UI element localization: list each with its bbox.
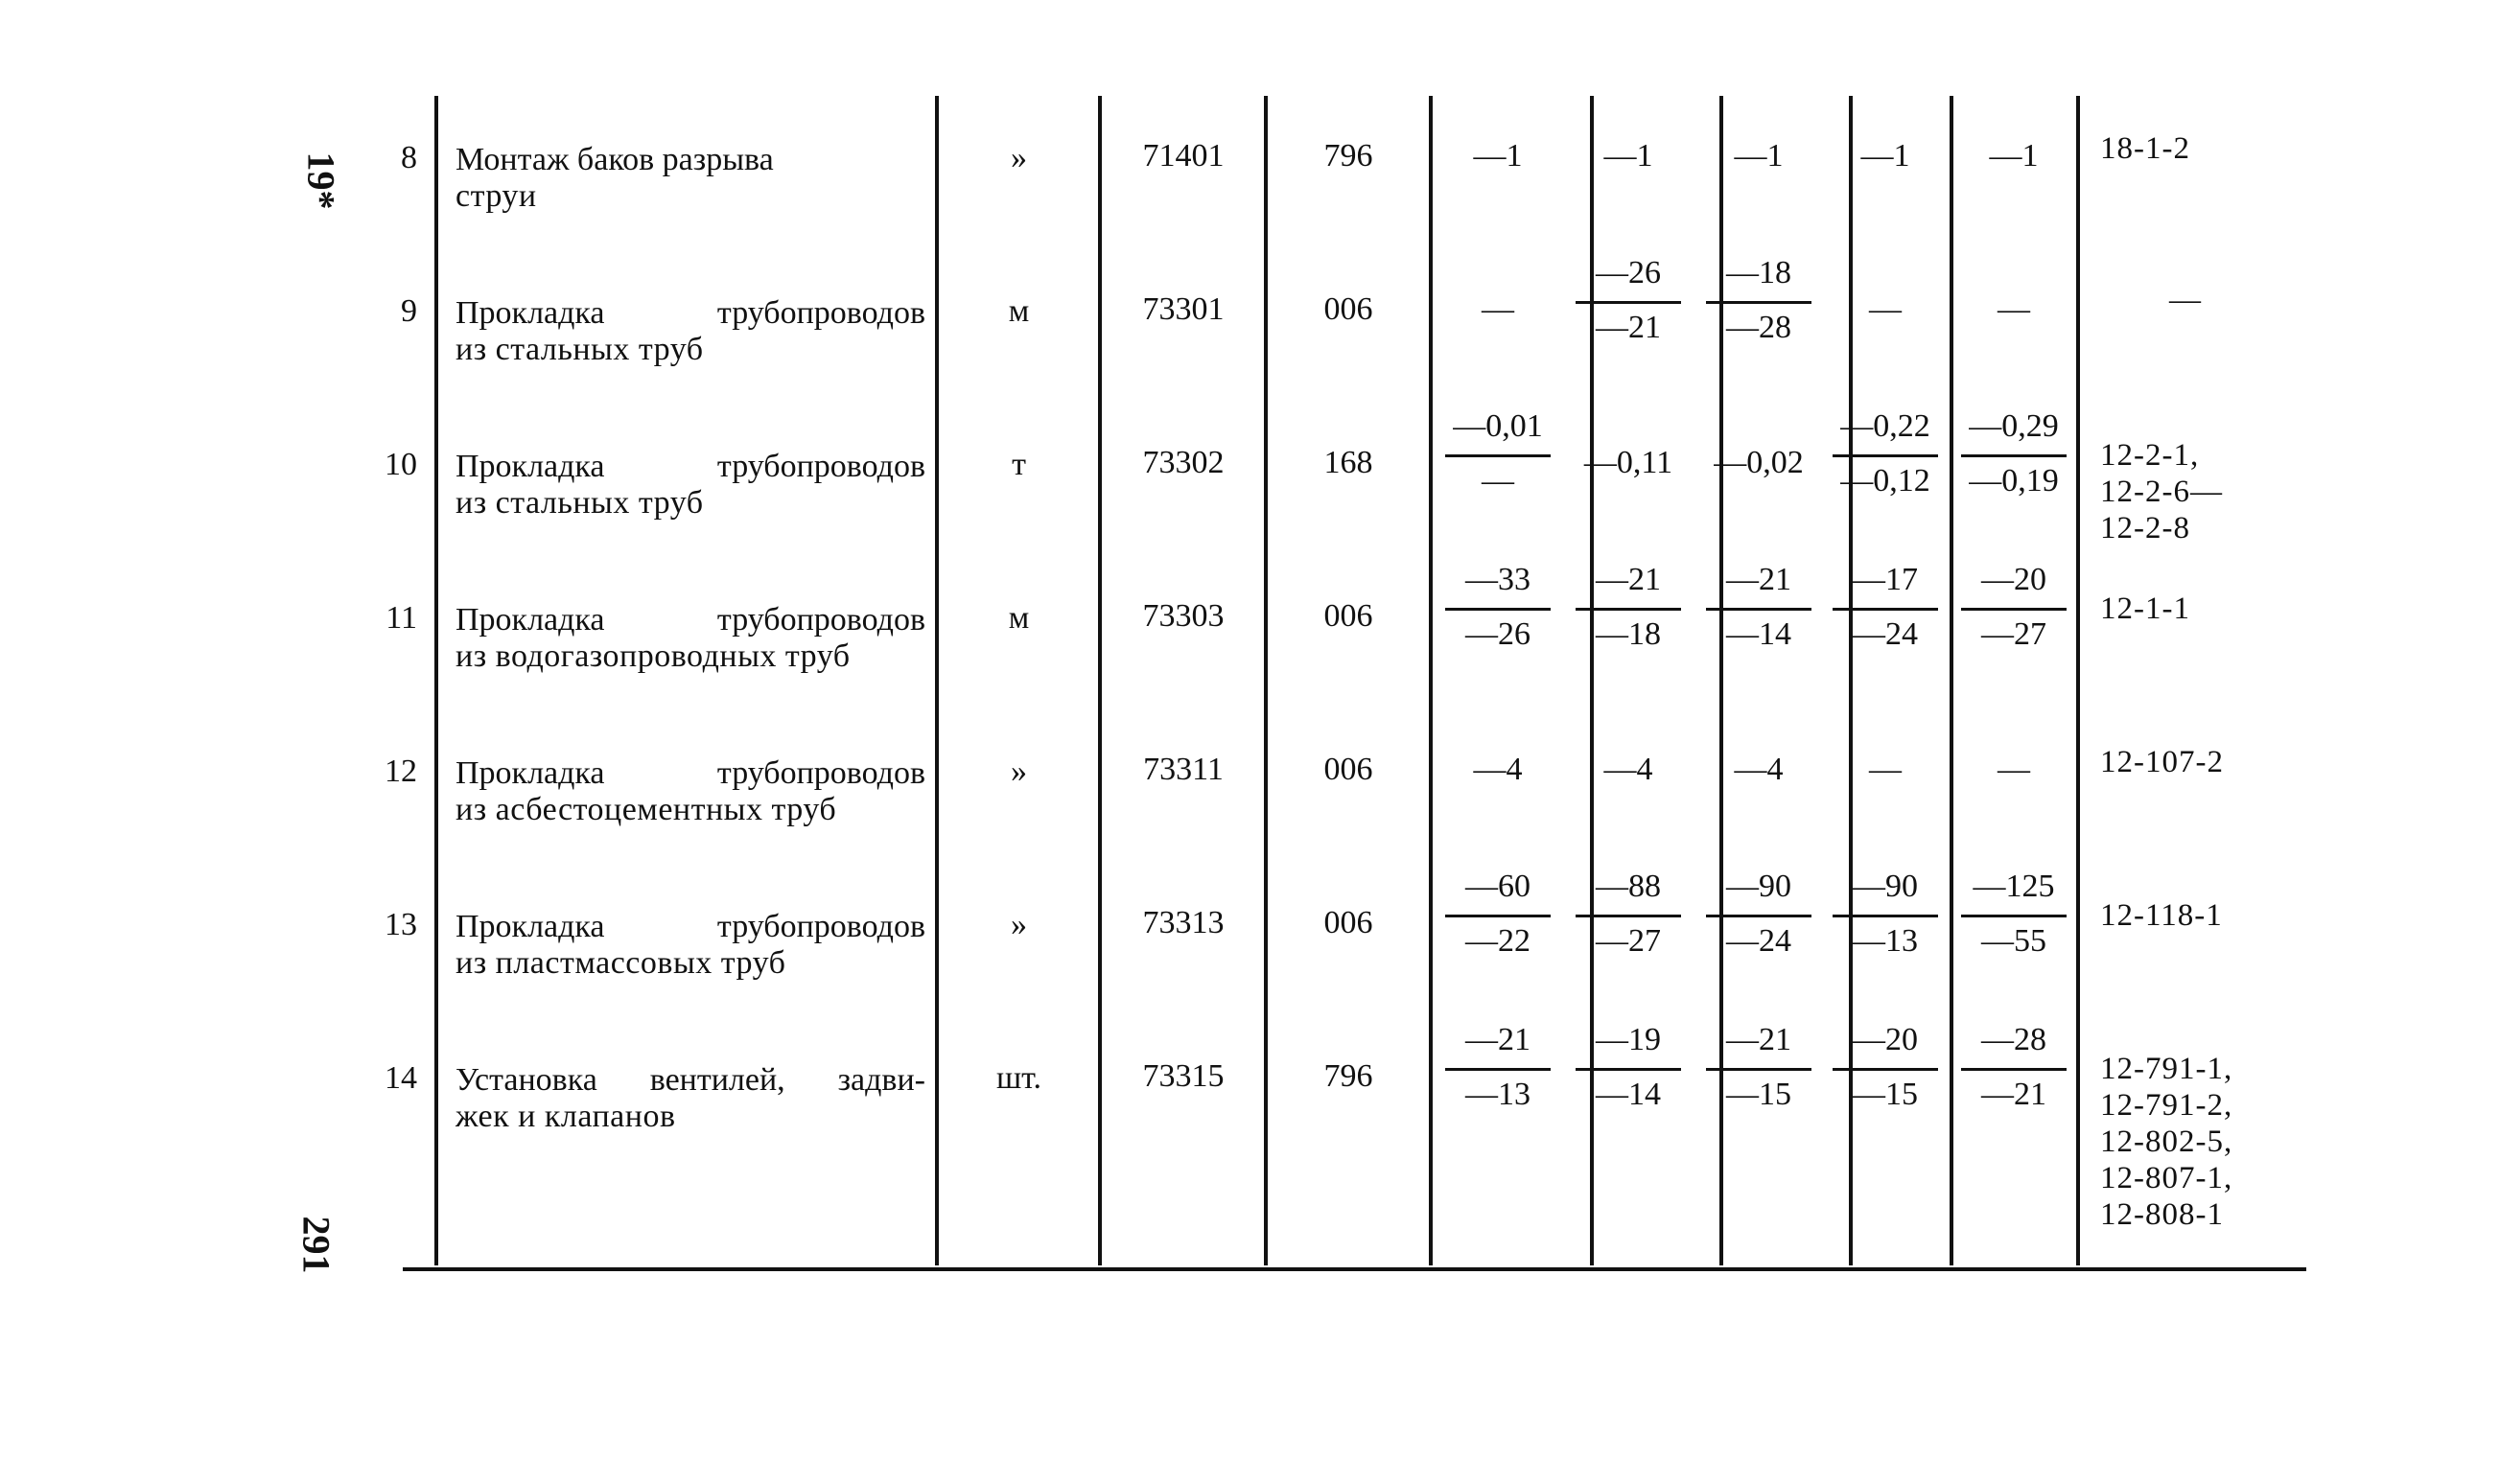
- value-text: —0,11: [1583, 445, 1673, 480]
- value-cell: [1706, 562, 1811, 653]
- value-cell: [1576, 138, 1681, 174]
- reference-line: 18-1-2: [2100, 131, 2190, 166]
- value-cell: [1833, 291, 1938, 328]
- value-numerator: —0,29: [1969, 408, 2059, 444]
- value-denominator: —13: [1853, 923, 1918, 959]
- measure-code-cell: 168: [1323, 445, 1373, 480]
- code-cell: 73302: [1142, 445, 1225, 480]
- reference-cell: [2100, 437, 2223, 546]
- value-denominator: —18: [1596, 616, 1661, 652]
- description-line-2: струи: [456, 178, 537, 214]
- description-line-1: Установка вентилей, задви-: [456, 1062, 925, 1098]
- value-cell: [1833, 408, 1938, 499]
- column-divider: [1950, 96, 1953, 1265]
- description-line-2: из стальных труб: [456, 332, 704, 367]
- value-text: —4: [1473, 752, 1523, 787]
- reference-line: 12-1-1: [2100, 591, 2190, 626]
- value-text: —: [1482, 291, 1514, 327]
- value-text: —: [1998, 291, 2030, 327]
- row-number: 10: [385, 447, 417, 482]
- value-numerator: —21: [1596, 562, 1661, 597]
- row-description: [456, 142, 925, 215]
- value-cell: [1961, 752, 2067, 788]
- reference-line: 12-118-1: [2100, 898, 2223, 933]
- description-line-2: из асбестоцементных труб: [456, 792, 837, 827]
- reference-line: 12-791-2,: [2100, 1088, 2233, 1123]
- value-cell: [1445, 562, 1551, 653]
- value-cell: [1706, 138, 1811, 174]
- value-cell: [1445, 408, 1551, 499]
- reference-cell: [2100, 1051, 2232, 1233]
- value-numerator: —90: [1853, 869, 1918, 904]
- value-numerator: —20: [1981, 562, 2046, 597]
- value-numerator: —21: [1726, 1022, 1791, 1057]
- code-cell: 73311: [1143, 752, 1224, 787]
- value-text: —4: [1734, 752, 1784, 787]
- value-denominator: —15: [1853, 1077, 1918, 1112]
- value-text: —: [1869, 752, 1902, 787]
- value-denominator: —26: [1465, 616, 1530, 652]
- value-cell: [1445, 752, 1551, 788]
- unit-cell: »: [1011, 907, 1027, 942]
- reference-line: 12-2-8: [2100, 511, 2190, 545]
- value-text: —1: [1603, 138, 1653, 174]
- value-denominator: —21: [1596, 310, 1661, 345]
- row-number: 11: [386, 600, 417, 636]
- description-line-1: Прокладка трубопроводов: [456, 909, 925, 944]
- value-cell: [1706, 752, 1811, 788]
- value-numerator: —21: [1726, 562, 1791, 597]
- value-denominator: —: [1482, 463, 1514, 499]
- reference-line: 12-791-1,: [2100, 1052, 2233, 1086]
- code-cell: 71401: [1142, 138, 1225, 174]
- value-text: —1: [1860, 138, 1910, 174]
- row-number: 8: [401, 140, 417, 175]
- row-number: 12: [385, 754, 417, 789]
- value-cell: [1576, 752, 1681, 788]
- measure-code-cell: 006: [1323, 598, 1373, 634]
- value-denominator: —55: [1981, 923, 2046, 959]
- value-text: —1: [1473, 138, 1523, 174]
- reference-cell: [2100, 130, 2190, 167]
- value-cell: [1445, 138, 1551, 174]
- value-denominator: —27: [1596, 923, 1661, 959]
- row-description: [456, 295, 925, 368]
- measure-code-cell: 006: [1323, 752, 1373, 787]
- value-denominator: —22: [1465, 923, 1530, 959]
- reference-cell: [2100, 897, 2223, 934]
- unit-cell: т: [1012, 447, 1026, 482]
- unit-cell: »: [1011, 140, 1027, 175]
- value-denominator: —28: [1726, 310, 1791, 345]
- unit-cell: шт.: [996, 1060, 1041, 1096]
- measure-code-cell: 006: [1323, 291, 1373, 327]
- value-cell: [1445, 1022, 1551, 1113]
- column-divider: [434, 96, 438, 1265]
- value-cell: [1576, 255, 1681, 346]
- value-cell: [1961, 291, 2067, 328]
- value-numerator: —88: [1596, 869, 1661, 904]
- reference-line: 12-808-1: [2100, 1197, 2224, 1232]
- value-cell: [1706, 445, 1811, 481]
- unit-cell: м: [1008, 293, 1030, 329]
- row-description: [456, 909, 925, 982]
- value-denominator: —14: [1596, 1077, 1661, 1112]
- value-cell: [1706, 1022, 1811, 1113]
- unit-cell: »: [1011, 754, 1027, 789]
- reference-cell: [2100, 744, 2224, 780]
- code-cell: 73301: [1142, 291, 1225, 327]
- value-text: —4: [1603, 752, 1653, 787]
- value-denominator: —15: [1726, 1077, 1791, 1112]
- description-line-1: Монтаж баков разрыва: [456, 142, 774, 177]
- value-numerator: —0,01: [1453, 408, 1543, 444]
- row-description: [456, 755, 925, 828]
- value-numerator: —20: [1853, 1022, 1918, 1057]
- value-cell: [1576, 869, 1681, 960]
- value-text: —1: [1734, 138, 1784, 174]
- column-divider: [935, 96, 939, 1265]
- value-text: —: [1998, 752, 2030, 787]
- value-cell: [1445, 869, 1551, 960]
- value-denominator: —13: [1465, 1077, 1530, 1112]
- value-cell: [1576, 445, 1681, 481]
- row-description: [456, 1062, 925, 1135]
- description-line-1: Прокладка трубопроводов: [456, 449, 925, 484]
- code-cell: 73303: [1142, 598, 1225, 634]
- value-numerator: —26: [1596, 255, 1661, 290]
- value-numerator: —33: [1465, 562, 1530, 597]
- measure-code-cell: 796: [1323, 138, 1373, 174]
- reference-cell: [2100, 591, 2190, 627]
- value-cell: [1833, 869, 1938, 960]
- reference-line: —: [2169, 283, 2202, 317]
- unit-cell: м: [1008, 600, 1030, 636]
- reference-cell: [2169, 282, 2202, 318]
- value-cell: [1833, 562, 1938, 653]
- value-denominator: —27: [1981, 616, 2046, 652]
- measure-code-cell: 796: [1323, 1058, 1373, 1094]
- value-cell: [1961, 138, 2067, 174]
- value-cell: [1833, 752, 1938, 788]
- reference-line: 12-107-2: [2100, 745, 2224, 779]
- value-cell: [1706, 255, 1811, 346]
- value-numerator: —0,22: [1840, 408, 1930, 444]
- value-denominator: —21: [1981, 1077, 2046, 1112]
- value-denominator: —0,12: [1840, 463, 1930, 499]
- row-description: [456, 449, 925, 522]
- value-cell: [1961, 562, 2067, 653]
- reference-line: 12-2-6—: [2100, 475, 2223, 509]
- margin-label-bottom: 291: [294, 1216, 339, 1274]
- column-divider: [2076, 96, 2080, 1265]
- description-line-1: Прокладка трубопроводов: [456, 295, 925, 331]
- row-description: [456, 602, 925, 675]
- row-number: 14: [385, 1060, 417, 1096]
- value-denominator: —24: [1726, 923, 1791, 959]
- value-text: —0,02: [1714, 445, 1804, 480]
- value-numerator: —90: [1726, 869, 1791, 904]
- code-cell: 73315: [1142, 1058, 1225, 1094]
- row-number: 13: [385, 907, 417, 942]
- value-cell: [1961, 869, 2067, 960]
- value-cell: [1706, 869, 1811, 960]
- row-number: 9: [401, 293, 417, 329]
- reference-line: 12-807-1,: [2100, 1161, 2233, 1195]
- value-cell: [1576, 1022, 1681, 1113]
- reference-line: 12-2-1,: [2100, 438, 2200, 473]
- value-numerator: —125: [1973, 869, 2055, 904]
- value-text: —1: [1989, 138, 2039, 174]
- value-text: —: [1869, 291, 1902, 327]
- value-denominator: —0,19: [1969, 463, 2059, 499]
- value-denominator: —24: [1853, 616, 1918, 652]
- value-cell: [1833, 138, 1938, 174]
- value-numerator: —19: [1596, 1022, 1661, 1057]
- margin-label-top: 19*: [299, 151, 343, 210]
- value-denominator: —14: [1726, 616, 1791, 652]
- column-divider: [1429, 96, 1433, 1265]
- description-line-2: из водогазопроводных труб: [456, 638, 851, 674]
- value-numerator: —60: [1465, 869, 1530, 904]
- value-numerator: —17: [1853, 562, 1918, 597]
- description-line-2: из стальных труб: [456, 485, 704, 521]
- description-line-1: Прокладка трубопроводов: [456, 755, 925, 791]
- value-cell: [1445, 291, 1551, 328]
- code-cell: 73313: [1142, 905, 1225, 940]
- description-line-1: Прокладка трубопроводов: [456, 602, 925, 638]
- reference-line: 12-802-5,: [2100, 1125, 2233, 1159]
- value-cell: [1833, 1022, 1938, 1113]
- value-numerator: —18: [1726, 255, 1791, 290]
- value-numerator: —21: [1465, 1022, 1530, 1057]
- description-line-2: жек и клапанов: [456, 1099, 676, 1134]
- value-cell: [1961, 1022, 2067, 1113]
- measure-code-cell: 006: [1323, 905, 1373, 940]
- value-numerator: —28: [1981, 1022, 2046, 1057]
- column-divider: [1098, 96, 1102, 1265]
- description-line-2: из пластмассовых труб: [456, 945, 786, 981]
- value-cell: [1961, 408, 2067, 499]
- value-cell: [1576, 562, 1681, 653]
- table-bottom-rule: [403, 1267, 2306, 1271]
